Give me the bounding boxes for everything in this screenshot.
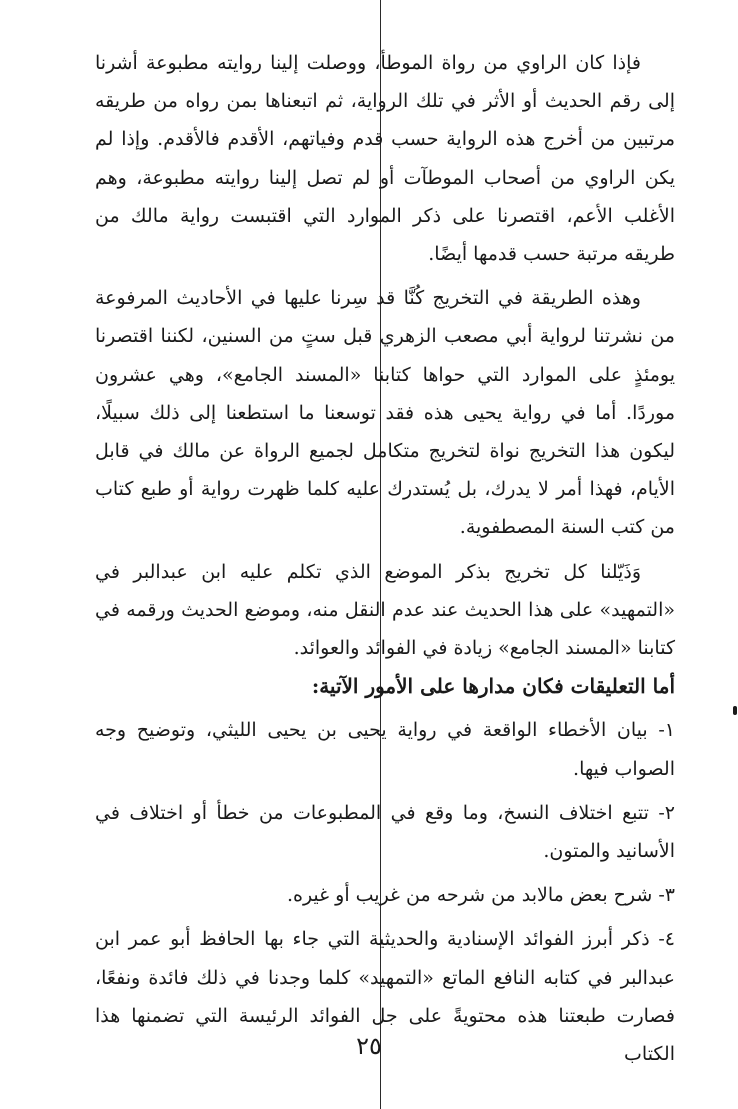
list-item-4: ٤- ذكر أبرز الفوائد الإسنادية والحديثية التي جاء بها الحافظ أبو عمر ابن عبدالبر في كتابه النافع الماتع «التمهيد» كلما وجدنا في ذلك فائدة ونفعًا، فصارت طبعتنا هذه محتويةً على جل الفوائد الرئيسة التي تضمنها هذا الكتاب [95,928,675,1066]
list-item-3: ٣- شرح بعض مالابد من شرحه من غريب أو غيره. [286,884,675,907]
list-item-1: ١- بيان الأخطاء الواقعة في رواية يحيى بن يحيى الليثي، وتوضيح وجه الصواب فيها. [95,719,675,780]
page-number: ٢٥ [356,1032,382,1060]
section-heading: أما التعليقات فكان مدارها على الأمور الآتية: [311,674,675,699]
paragraph-2: وهذه الطريقة في التخريج كُنَّا قد سِرنا عليها في الأحاديث المرفوعة من نشرتنا لرواية أبي مصعب الزهري قبل ستٍ من السنين، لكننا اقتصرنا يومئذٍ على الموارد التي حواها كتابنا «المسند الجامع»، وهي عشرون موردًا. أما في رواية يحيى هذه فقد توسعنا ما استطعنا إلى ذلك سبيلًا، ليكون هذا التخريج نواة لتخريج متكامل لجميع الرواة عن مالك في قابل الأيام، فهذا أمر لا يدرك، بل يُستدرك عليه كلما ظهرت رواية أو طبع كتاب من كتب السنة المصطفوية. [95,287,675,539]
paragraph-3: وَذَيّلنا كل تخريج بذكر الموضع الذي تكلم عليه ابن عبدالبر في «التمهيد» على هذا الحديث عند عدم النقل منه، وموضع الحديث ورقمه في كتابنا «المسند الجامع» زيادة في الفوائد والعوائد. [95,560,675,660]
scan-speck [733,706,737,715]
list-item-2: ٢- تتبع اختلاف النسخ، وما وقع في المطبوعات من خطأ أو اختلاف في الأسانيد والمتون. [95,801,675,863]
page-body [95,44,675,1073]
paragraph-1: فإذا كان الراوي من رواة الموطأ، ووصلت إلينا روايته مطبوعة أشرنا إلى رقم الحديث أو الأثر في تلك الرواية، ثم اتبعناها بمن رواه من طريقه مرتبين من أخرج هذه الرواية حسب قدم وفياتهم، الأقدم فالأقدم. وإذا لم يكن الراوي من أصحاب الموطآت أو لم تصل إلينا روايته مطبوعة، وهم الأغلب الأعم، اقتصرنا على ذكر الموارد التي اقتبست رواية مالك من طريقه مرتبة حسب قدمها أيضًا. [95,52,675,266]
